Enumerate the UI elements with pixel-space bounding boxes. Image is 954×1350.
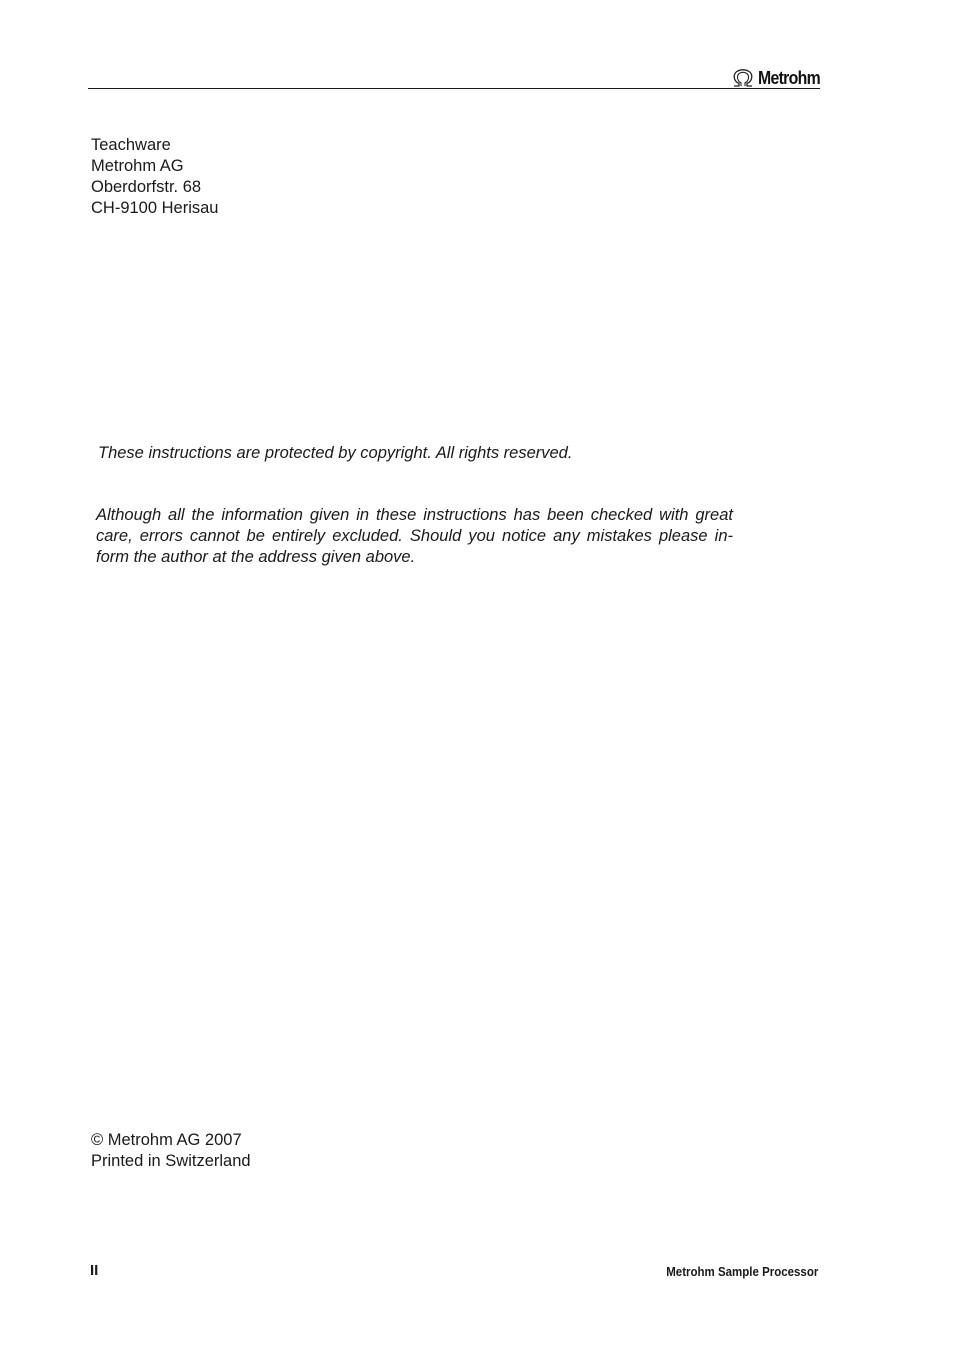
footer-document-title: Metrohm Sample Processor	[665, 1265, 818, 1279]
copyright-notice: These instructions are protected by copyright. All rights reserved.	[98, 444, 573, 462]
imprint-block	[91, 1130, 251, 1172]
header-logo	[731, 66, 818, 88]
publisher-address	[91, 135, 218, 219]
address-line-department: Teachware	[91, 136, 171, 154]
address-line-street: Oberdorfstr. 68	[91, 178, 202, 196]
disclaimer-line: care, errors cannot be entirely excluded. Should you notice any mistakes please in-	[96, 527, 733, 545]
address-line-company: Metrohm AG	[91, 157, 184, 175]
omega-logo-icon	[731, 68, 755, 88]
header-divider	[88, 88, 820, 89]
page-number: II	[90, 1262, 99, 1279]
disclaimer-line: Although all the information given in these instructions has been checked with great	[96, 506, 733, 524]
address-line-city: CH-9100 Herisau	[91, 199, 219, 217]
imprint-printed-in: Printed in Switzerland	[91, 1152, 251, 1170]
disclaimer-line: form the author at the address given above.	[96, 548, 416, 566]
errors-disclaimer	[96, 505, 733, 568]
brand-name: Metrohm	[757, 68, 820, 88]
imprint-copyright: © Metrohm AG 2007	[91, 1131, 242, 1149]
